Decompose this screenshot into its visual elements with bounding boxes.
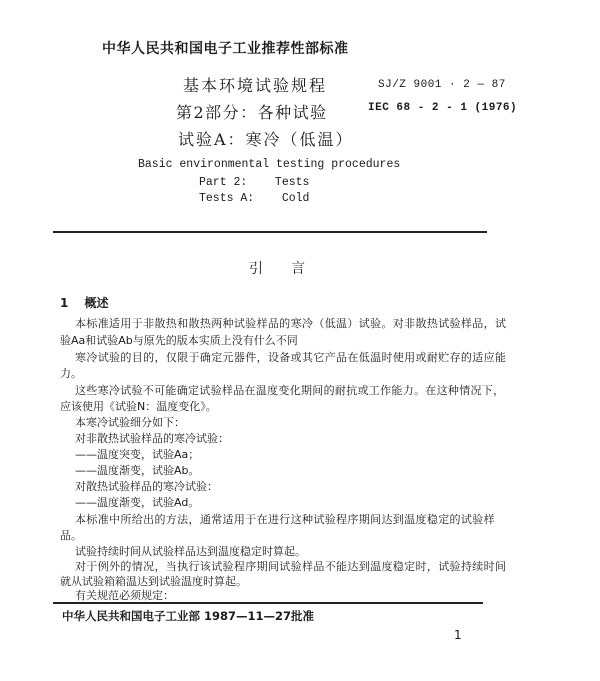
body-line: 试验持续时间从试验样品达到温度稳定时算起。	[75, 545, 306, 558]
approval-footer: 中华人民共和国电子工业部 1987—11—27批准	[62, 609, 315, 623]
top-divider	[53, 231, 487, 233]
body-line: ——温度渐变，试验Ab。	[75, 464, 200, 477]
title-line-3: 试验A：寒冷（低温）	[178, 130, 354, 149]
body-line: 应该使用《试验N：温度变化》。	[60, 400, 217, 413]
standard-code: SJ/Z 9001 · 2 — 87	[378, 79, 506, 91]
page-number: 1	[454, 628, 462, 642]
body-line: ——温度突变，试验Aa；	[75, 448, 200, 461]
section-heading	[60, 294, 109, 311]
body-line: 对于例外的情况，当执行该试验程序期间试验样品不能达到温度稳定时，试验持续时间	[75, 560, 507, 573]
iec-reference: IEC 68 - 2 - 1 (1976)	[368, 102, 518, 114]
body-line: 品。	[60, 529, 82, 542]
body-line: 对非散热试验样品的寒冷试验：	[75, 432, 229, 445]
english-title-line-2: Part 2: Tests	[199, 176, 310, 189]
body-line: 验Aa和试验Ab与原先的版本实质上没有什么不同	[60, 334, 298, 347]
section-number: 1	[60, 296, 69, 310]
footer-divider	[53, 602, 483, 604]
english-title-line-3: Tests A: Cold	[199, 192, 310, 205]
body-line: 就从试验箱箱温达到试验温度时算起。	[60, 575, 247, 588]
english-title-line-1: Basic environmental testing procedures	[138, 158, 401, 171]
body-line: 有关规范必须规定：	[75, 589, 174, 602]
body-line: 这些寒冷试验不可能确定试验样品在温度变化期间的耐抗或工作能力。在这种情况下，	[75, 384, 505, 397]
standard-header: 中华人民共和国电子工业推荐性部标准	[102, 41, 349, 57]
title-line-2: 第2部分：各种试验	[176, 103, 328, 122]
section-title: 概述	[84, 296, 109, 310]
body-line: 本标准适用于非散热和散热两种试验样品的寒冷（低温）试验。对非散热试验样品，试	[75, 317, 507, 330]
body-line: 对散热试验样品的寒冷试验：	[75, 480, 218, 493]
body-line: 本寒冷试验细分如下：	[75, 416, 185, 429]
body-line: 本标准中所给出的方法，通常适用于在进行这种试验程序期间达到温度稳定的试验样	[75, 513, 495, 526]
body-line: 力。	[60, 367, 82, 380]
intro-heading: 引言	[249, 261, 333, 277]
body-line: ——温度渐变，试验Ad。	[75, 496, 200, 509]
body-line: 寒冷试验的目的，仅限于确定元器件，设备或其它产品在低温时使用或耐贮存的适应能	[75, 351, 507, 364]
title-line-1: 基本环境试验规程	[183, 76, 328, 95]
